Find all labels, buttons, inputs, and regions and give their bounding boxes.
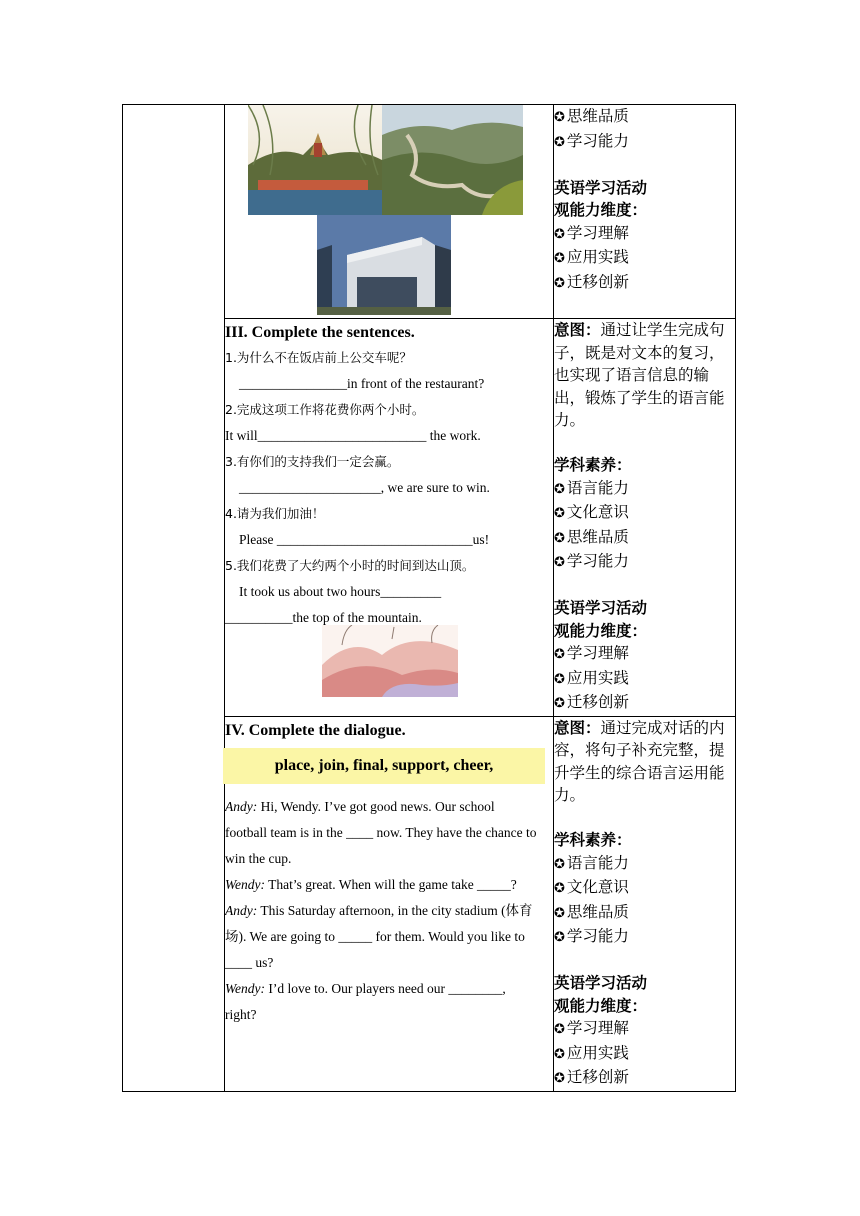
activity-subtitle: 观能力维度： (554, 621, 648, 640)
speaker-name: Andy: (225, 798, 258, 814)
sentence-line: It took us about two hours_________ (239, 584, 442, 599)
star-mark-icon: ✪ (554, 530, 565, 546)
star-mark-icon: ✪ (554, 506, 565, 521)
star-mark-icon: ✪ (554, 251, 565, 266)
literacy-item (554, 925, 735, 950)
summer-palace-photo (248, 105, 382, 215)
item-label: 学习能力 (566, 131, 629, 150)
intent-label: 意图： (554, 321, 601, 339)
star-mark-icon: ✪ (554, 275, 565, 291)
row2-notes-cell (554, 319, 736, 717)
star-mark-icon: ✪ (554, 696, 565, 711)
item-label: 思维品质 (566, 527, 629, 546)
literacy-item (554, 477, 735, 502)
item-label: 学习理解 (566, 223, 629, 242)
activity-item (554, 222, 735, 247)
activity-title: 英语学习活动 (554, 974, 648, 992)
word-bank: place, join, final, support, cheer, (223, 748, 545, 784)
activity-item (554, 1066, 735, 1091)
activity-subtitle: 观能力维度： (554, 996, 648, 1015)
item-label: 迁移创新 (566, 272, 629, 291)
activity-item (554, 691, 735, 716)
item-label: 语言能力 (566, 853, 629, 872)
museum-photo (317, 215, 451, 315)
star-mark-icon: ✪ (554, 647, 565, 662)
activity-item (554, 1017, 735, 1042)
table-row (123, 105, 736, 319)
star-mark-icon: ✪ (554, 905, 565, 921)
speaker-name: Wendy: (225, 980, 265, 996)
speaker-name: Wendy: (225, 876, 265, 892)
star-mark-icon: ✪ (554, 555, 565, 570)
literacy-title: 学科素养： (554, 831, 632, 849)
activity-title: 英语学习活动 (554, 599, 648, 617)
left-blank-cell (123, 105, 225, 1092)
literacy-item (554, 550, 735, 575)
literacy-item (554, 526, 735, 551)
item-label: 语言能力 (566, 478, 629, 497)
item-label: 文化意识 (566, 503, 629, 521)
star-mark-icon: ✪ (554, 134, 565, 150)
activity-item (554, 1042, 735, 1067)
item-label: 思维品质 (566, 902, 629, 921)
item-label: 迁移创新 (566, 693, 629, 711)
star-mark-icon: ✪ (554, 930, 565, 945)
chinese-prompt: 1.为什么不在饭店前上公交车呢？ (225, 350, 412, 365)
item-label: 学习能力 (566, 552, 629, 570)
sentence-line: ________________in front of the restaurant? (239, 376, 485, 391)
item-label: 迁移创新 (566, 1068, 629, 1086)
dialogue-text: That’s great. When will the game take _____? (265, 876, 517, 892)
star-mark-icon: ✪ (554, 856, 565, 872)
star-mark-icon: ✪ (554, 1022, 565, 1037)
star-mark-icon: ✪ (554, 881, 565, 896)
star-mark-icon: ✪ (554, 1046, 565, 1062)
star-mark-icon: ✪ (554, 226, 565, 242)
dialogue-line (225, 898, 537, 976)
literacy-item (554, 876, 735, 901)
item-label: 学习理解 (566, 644, 629, 662)
literacy-title: 学科素养： (554, 456, 632, 474)
item-label: 应用实践 (566, 248, 629, 266)
item-label: 应用实践 (566, 668, 629, 687)
star-mark-icon: ✪ (554, 110, 565, 125)
literacy-item (554, 901, 735, 926)
images-cell (225, 105, 554, 319)
sentence-line: _____________________, we are sure to win. (239, 480, 490, 495)
item-label: 文化意识 (566, 878, 629, 896)
row1-notes-cell (554, 105, 736, 319)
item-label: 思维品质 (566, 107, 629, 125)
activity-title: 英语学习活动 (554, 178, 648, 197)
intent-label: 意图： (554, 718, 601, 737)
item-label: 学习能力 (566, 927, 629, 945)
intent-text: 通过完成对话的内容，将句子补充完整，提升学生的综合语言运用能力。 (554, 718, 725, 804)
complete-sentences-cell (225, 319, 554, 717)
chinese-prompt: 4.请为我们加油！ (225, 506, 325, 521)
dialogue-text: Hi, Wendy. I’ve got good news. Our school football team is in the ____ now. They have the chance to win the cup. (225, 798, 537, 866)
speaker-name: Andy: (225, 902, 258, 918)
chinese-prompt: 2.完成这项工作将花费你两个小时。 (225, 402, 425, 417)
activity-item (554, 667, 735, 692)
row3-notes-cell (554, 716, 736, 1091)
literacy-item (554, 105, 735, 130)
lesson-table (122, 104, 736, 1092)
great-wall-photo (382, 105, 523, 215)
dialogue-text: This Saturday afternoon, in the city stadium (体育场). We are going to _____ for them. Would you like to ____ us? (225, 902, 533, 970)
activity-item (554, 246, 735, 271)
sentence-line: It will_________________________ the work. (225, 428, 481, 443)
intent-text: 通过让学生完成句子，既是对文本的复习，也实现了语言信息的输出，锻炼了学生的语言能力。 (554, 321, 725, 429)
activity-subtitle: 观能力维度： (554, 201, 648, 219)
dialogue-line (225, 794, 537, 872)
section-heading: III. Complete the sentences. (225, 324, 415, 341)
literacy-item (554, 130, 735, 155)
dialogue-text: I’d love to. Our players need our ________, right? (225, 980, 506, 1022)
item-label: 学习理解 (566, 1019, 629, 1037)
mountain-painting (322, 625, 458, 697)
star-mark-icon: ✪ (554, 1071, 565, 1086)
star-mark-icon: ✪ (554, 481, 565, 497)
chinese-prompt: 5.我们花费了大约两个小时的时间到达山顶。 (225, 558, 475, 573)
literacy-item (554, 852, 735, 877)
dialogue-line (225, 872, 537, 898)
sentence-line: Please _____________________________us! (239, 532, 490, 547)
activity-item (554, 271, 735, 296)
star-mark-icon: ✪ (554, 671, 565, 687)
item-label: 应用实践 (566, 1043, 629, 1062)
complete-dialogue-cell (225, 716, 554, 1091)
chinese-prompt: 3.有你们的支持我们一定会赢。 (225, 454, 400, 469)
sentence-line: __________the top of the mountain. (225, 610, 422, 625)
section-heading: IV. Complete the dialogue. (225, 721, 406, 739)
dialogue-line (225, 976, 537, 1028)
activity-item (554, 642, 735, 667)
literacy-item (554, 501, 735, 526)
